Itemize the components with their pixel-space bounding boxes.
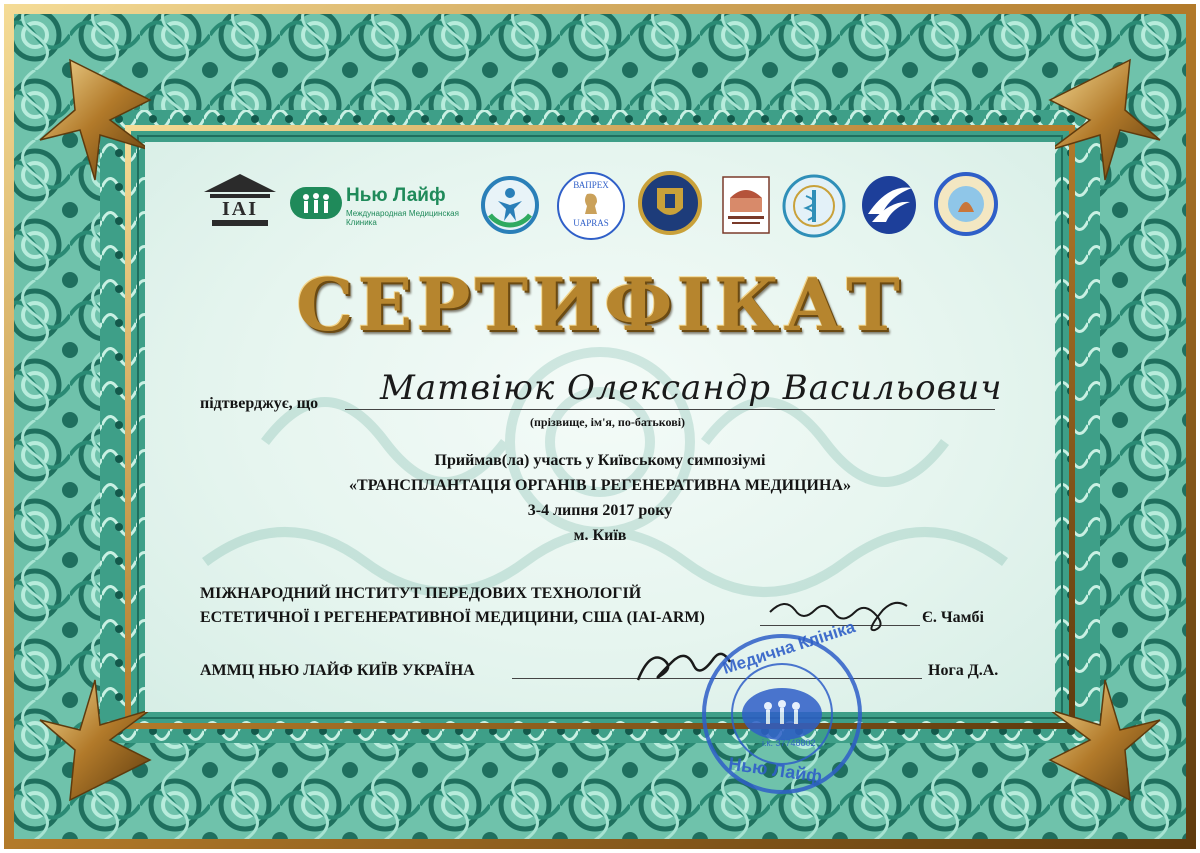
confirms-label: підтверджує, що xyxy=(200,395,319,412)
academy-building-icon xyxy=(722,176,770,234)
participation-line: Приймав(ла) участь у Київському симпозіумі xyxy=(434,452,766,469)
name-caption: (прізвище, ім'я, по-батькові) xyxy=(530,415,686,429)
new-life-logo xyxy=(290,185,475,225)
symposium-title: «ТРАНСПЛАНТАЦІЯ ОРГАНІВ І РЕГЕНЕРАТИВНА МЕДИЦИНА» xyxy=(349,477,851,494)
hospital-seal-icon xyxy=(934,172,998,236)
recipient-name: Матвіюк Олександр Васильович xyxy=(380,368,1003,408)
new-life-logo-title: Нью Лайф xyxy=(346,185,446,206)
new-life-logo-subtitle: Международная Медицинская Клиника xyxy=(346,209,459,227)
crest-icon xyxy=(637,170,703,236)
stamp-top-text: Медична Клініка xyxy=(720,617,858,678)
uapras-bottom-text: UAPRAS xyxy=(573,218,609,228)
event-date: 3-4 липня 2017 року xyxy=(527,502,673,519)
name-underline xyxy=(345,409,995,410)
event-city: м. Київ xyxy=(573,527,627,544)
clinic-figure-logo xyxy=(480,175,540,240)
org2-signer: Нога Д.А. xyxy=(928,662,999,679)
uapras-top-text: ВАПРЕХ xyxy=(573,180,609,190)
org1-name-line2: ЕСТЕТИЧНОЇ І РЕГЕНЕРАТИВНОЇ МЕДИЦИНИ, США (IAI-ARM) xyxy=(200,609,705,626)
wing-logo xyxy=(860,174,918,241)
medical-association-logo xyxy=(782,174,846,243)
certificate-title: СЕРТИФІКАТ xyxy=(296,262,904,347)
new-life-emblem-icon xyxy=(290,187,342,219)
clinic-stamp xyxy=(700,617,865,797)
org1-signer: Є. Чамбі xyxy=(922,609,984,626)
regional-hospital-logo xyxy=(934,172,998,241)
iai-logo-text: IAI xyxy=(221,198,258,220)
wing-emblem-icon xyxy=(860,174,918,236)
stamp-bottom-text: Нью Лайф xyxy=(727,753,824,787)
university-crest-logo xyxy=(637,170,703,241)
uapras-logo xyxy=(557,172,625,240)
profile-bust-icon xyxy=(581,192,601,216)
org2-name: АММЦ НЬЮ ЛАЙФ КИЇВ УКРАЇНА xyxy=(200,662,475,679)
caduceus-icon xyxy=(782,174,846,238)
stamp-code: і.к. 37748802 xyxy=(762,738,816,748)
iai-logo xyxy=(200,170,280,230)
person-figure-icon xyxy=(480,175,540,235)
academy-building-logo xyxy=(722,176,770,239)
org1-name-line1: МІЖНАРОДНИЙ ІНСТИТУТ ПЕРЕДОВИХ ТЕХНОЛОГІЙ xyxy=(200,585,642,602)
